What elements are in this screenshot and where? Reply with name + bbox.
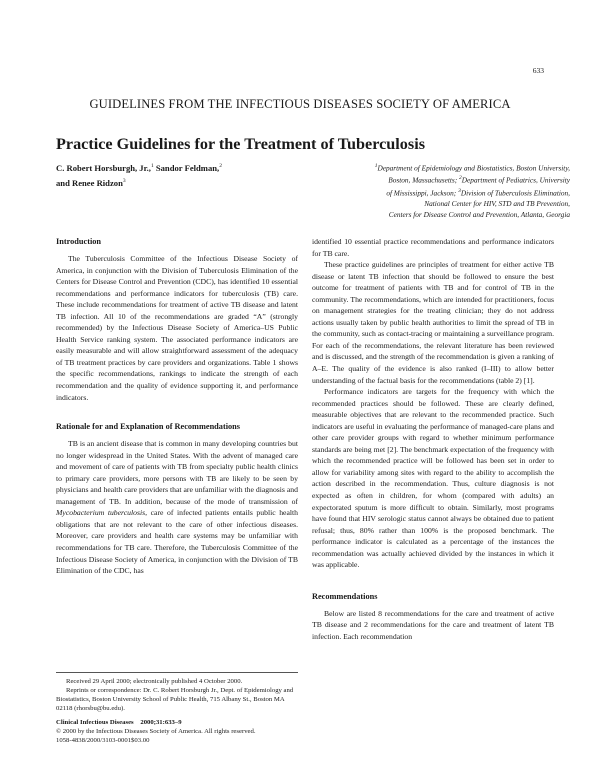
organism-name: Mycobacterium tuberculosis xyxy=(56,508,146,518)
affiliation-line: Division of Tuberculosis Elimination, xyxy=(460,188,570,198)
article-title: Practice Guidelines for the Treatment of Tuberculosis xyxy=(56,135,425,153)
affiliation-line: of Mississippi, Jackson; xyxy=(386,188,459,198)
author-sup: 1 xyxy=(150,163,154,169)
paragraph-introduction: The Tuberculosis Committee of the Infectious Disease Society of America, in conjunction with the Division of Tuberculosis Elimination of the Centers for Disease Control and Prevention (CDC), has identified 10 essential recommendations and performance indicators for tuberculosis (TB) care. These include recommendations for treatment of active TB disease and latent TB infection. All 10 of the recommendations are graded “A” (strongly recommended) by the Infectious Disease Society of America–US Public Health Service ranking system. The associated performance indicators are easily measurable and will allow straightforward assessment of the adequacy of TB treatment practices by care providers and organizations. Table 1 shows the specific recommendations, rankings to indicate the strength of each recommendation and the quality of evidence supporting it, and performance indicators. xyxy=(56,254,298,402)
paragraph-performance-indicators: Performance indicators are targets for the frequency with which the recommended practices should be followed. These are clearly defined, measurable objectives that are relevant to the recommended practice. Such indicators are useful in evaluating the performance of managed-care plans and other care provider groups with regard to whether minimum performance standards are being met [2]. The benchmark expectation of the frequency with which the recommended practice will be followed has been set in order to allow for variability among sites with regard to the ability to accomplish the action described in the recommendation. Thus, culture diagnosis is not expected as often in children, for whom (compared with adults) an expectorated sputum is more difficult to obtain. Similarly, most programs have found that HIV serologic status cannot always be obtained due to patient refusal; thus, 80% rather than 100% is the proposed benchmark. The performance indicator is calculated as a percentage of the instances the recommendation was actually achieved divided by the instances in which it was applicable. xyxy=(312,387,554,570)
affiliation-sup: 2 xyxy=(459,175,462,182)
author-ridzon: and Renee Ridzon xyxy=(56,177,123,188)
journal-citation xyxy=(56,718,298,727)
issn-note: 1058-4838/2000/3103-0001$03.00 xyxy=(56,737,150,744)
author-horsburgh: C. Robert Horsburgh, Jr., xyxy=(56,162,151,173)
reprints-note: Reprints or correspondence: Dr. C. Robert Horsburgh Jr., Dept. of Epidemiology and Biostatistics, Boston University School of Public Health, 715 Albany St., Boston MA 02118 (rhorsbu@bu.edu). xyxy=(56,687,294,712)
author-sup: 2 xyxy=(219,163,222,169)
society-header: GUIDELINES FROM THE INFECTIOUS DISEASES SOCIETY OF AMERICA xyxy=(89,97,511,111)
received-note: Received 29 April 2000; electronically published 4 October 2000. xyxy=(66,678,243,685)
paragraph-continued: identified 10 essential practice recommendations and performance indicators for TB care. xyxy=(312,237,554,258)
paragraph-rationale xyxy=(56,438,298,577)
affiliation-line: National Center for HIV, STD and TB Prevention, xyxy=(424,199,570,209)
right-column xyxy=(312,236,554,643)
rationale-text: TB is an ancient disease that is common in many developing countries but no longer widespread in the United States. With the advent of managed care and movement of care of patients with TB from specialty public health clinics to primary care providers, more persons with TB are likely to be seen by physicians and health care providers that are unfamiliar with the diagnosis and management of TB. In addition, because of the mode of transmission of xyxy=(56,439,298,506)
heading-rationale: Rationale for and Explanation of Recommendations xyxy=(56,422,241,432)
copyright-note: © 2000 by the Infectious Diseases Society of America. All rights reserved. xyxy=(56,728,256,735)
affiliation-sup: 3 xyxy=(458,187,461,194)
affiliation-line: Department of Pediatrics, University xyxy=(461,175,570,185)
rationale-text: , care of infected patients entails public health obligations that are not relevant to the care of other infectious diseases. Moreover, care providers and health care systems may be unfamiliar with recommendations for TB care. Therefore, the Tuberculosis Committee of the Infectious Disease Society of America, in conjunction with the Division of TB Elimination of the CDC, has xyxy=(56,508,298,576)
paragraph-principles: These practice guidelines are principles of treatment for either active TB disease or latent TB infection that should be followed to ensure the best outcome for treatment of patients with TB and for control of TB in the community. The recommendations, which are intended for practitioners, focus on management strategies for the treating clinician; they do not address actions usually taken by public health authorities to limit the spread of TB in the community, such as contact-tracing or maintaining a surveillance program. For each of the recommendations, the relevant literature has been reviewed and is discussed, and the strength of the recommendation is given a ranking of A–E. The quality of the evidence is also ranked (I–III) to allow better understanding of the factual basis for the recommendations (table 2) [1]. xyxy=(312,260,554,385)
heading-introduction: Introduction xyxy=(56,237,102,246)
journal-reference: 2000;31:633–9 xyxy=(140,719,182,726)
affiliation-line: Centers for Disease Control and Prevention, Atlanta, Georgia xyxy=(388,210,570,220)
footnotes xyxy=(56,672,298,745)
page-number: 633 xyxy=(532,66,544,75)
left-column xyxy=(56,236,298,577)
author-sup: 3 xyxy=(122,177,126,184)
affiliation-line: Boston, Massachusetts; xyxy=(388,175,460,185)
journal-name: Clinical Infectious Diseases xyxy=(56,719,134,726)
heading-recommendations: Recommendations xyxy=(312,591,378,601)
author-list xyxy=(56,160,276,190)
affiliation-line: Department of Epidemiology and Biostatistics, Boston University, xyxy=(377,163,570,173)
affiliation-sup: 1 xyxy=(374,163,378,169)
affiliations xyxy=(300,161,570,220)
author-feldman: Sandor Feldman, xyxy=(153,162,220,173)
paragraph-recommendations: Below are listed 8 recommendations for the care and treatment of active TB disease and 2 recommendations for the care and treatment of latent TB infection. Each recommendation xyxy=(312,608,554,641)
